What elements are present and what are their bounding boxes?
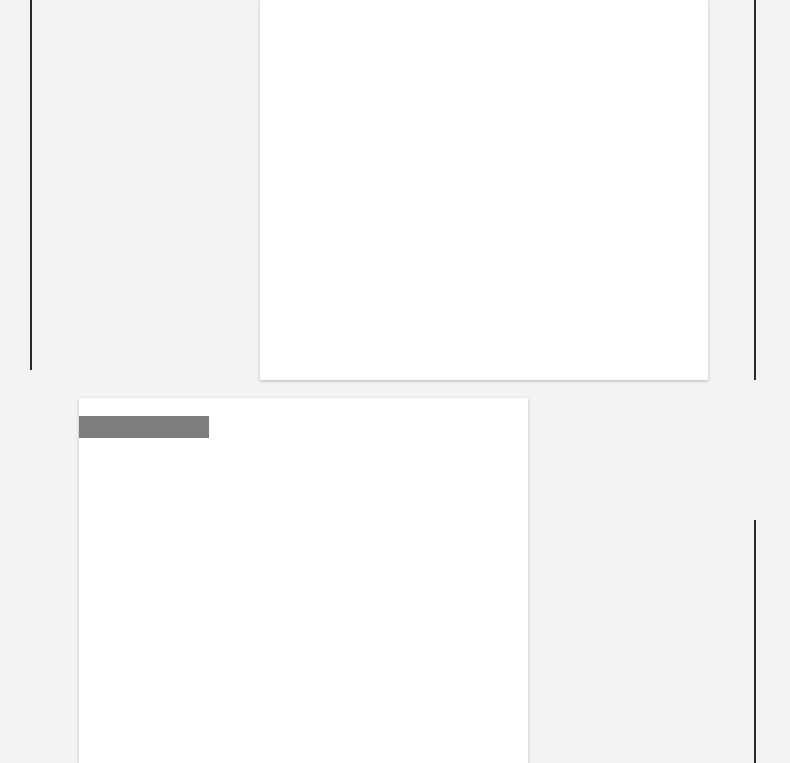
bottom-right-frame-line [754,520,756,763]
bottom-worksheet [79,398,528,763]
exercise-7-instruction [113,450,513,469]
top-worksheet [260,0,708,380]
right-frame-line [754,0,756,380]
menu-boards [113,494,503,624]
practice-tab [79,416,209,438]
left-frame-line [30,0,32,370]
